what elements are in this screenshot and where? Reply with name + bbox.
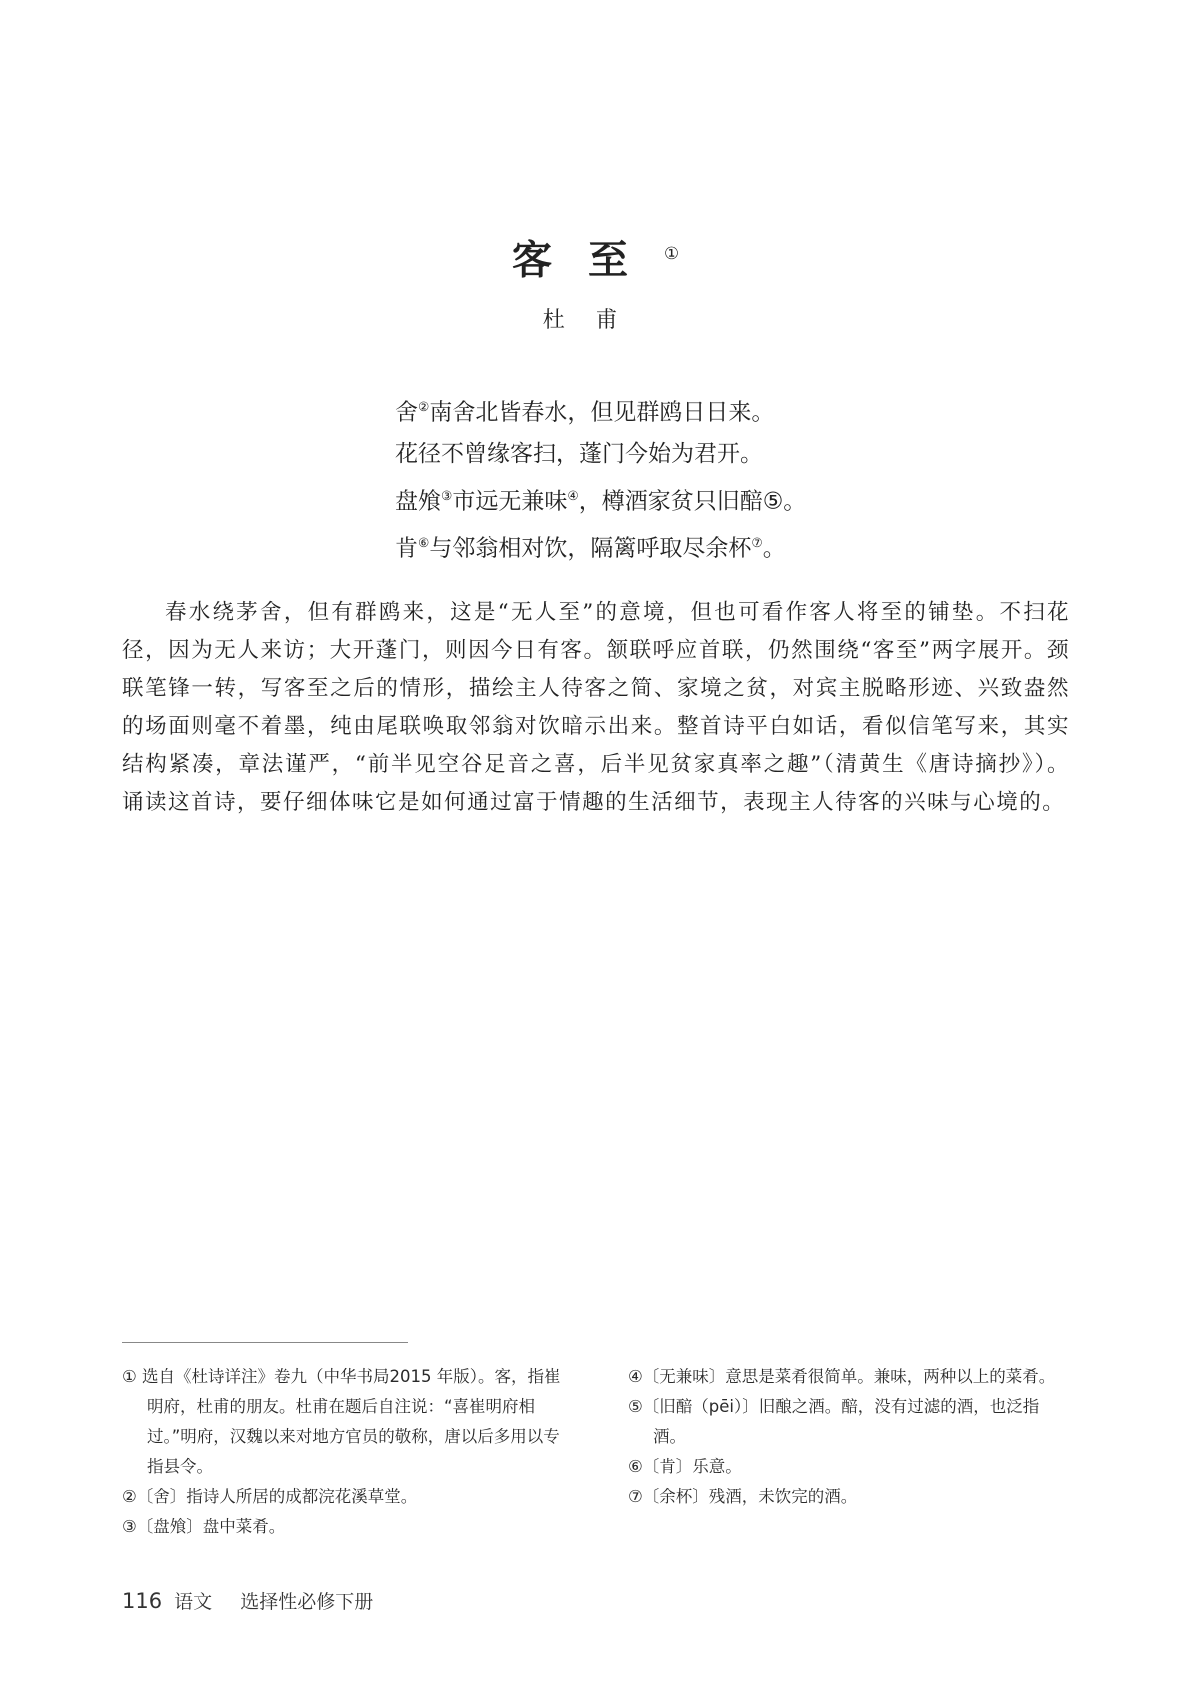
note-mark: ③: [441, 487, 453, 503]
poem-body: [395, 386, 806, 570]
poem-line: [395, 434, 806, 475]
poem-line: [395, 386, 806, 434]
poem-line: [395, 475, 806, 523]
poem-line: [395, 522, 806, 570]
footnote-item: ④〔无兼味〕意思是菜肴很简单。兼味，两种以上的菜肴。: [628, 1367, 1056, 1386]
footnote-item: ②〔舍〕指诗人所居的成都浣花溪草堂。: [122, 1487, 418, 1506]
footnote-divider: [122, 1342, 408, 1343]
footer-book-title: 选择性必修下册: [240, 1591, 374, 1613]
poem-text: 肯: [395, 535, 418, 562]
poem-text: 。: [762, 535, 786, 562]
commentary-paragraph: 春水绕茅舍，但有群鸥来，这是“无人至”的意境，但也可看作客人将至的铺垫。不扫花径，因为无人来访；大开蓬门，则因今日有客。颔联呼应首联，仍然围绕“客至”两字展开。颈联笔锋一转，写客至之后的情形，描绘主人待客之简、家境之贫，对宾主脱略形迹、兴致盎然的场面则毫不着墨，纯由尾联唤取邻翁对饮暗示出来。整首诗平白如话，看似信笔写来，其实结构紧凑，章法谨严，“前半见空谷足音之喜，后半见贫家真率之趣”（清黄生《唐诗摘抄》）。诵读这首诗，要仔细体味它是如何通过富于情趣的生活细节，表现主人待客的兴味与心境的。: [122, 600, 1070, 815]
footnote-item: ① 选自《杜诗详注》卷九（中华书局2015 年版）。客，指崔明府，杜甫的朋友。杜甫在题后自注说：“喜崔明府相过。”明府，汉魏以来对地方官员的敬称，唐以后多用以专指县令。: [122, 1367, 561, 1476]
poem-author: 杜甫: [542, 308, 649, 333]
note-mark: ⑦: [751, 535, 763, 551]
footer-subject: 语文: [174, 1591, 213, 1613]
note-mark: ⑥: [418, 535, 430, 551]
poem-text: ，樽酒家贫只旧醅⑤。: [578, 488, 807, 515]
page-footer: [122, 1588, 373, 1615]
page-number: 116: [122, 1589, 163, 1613]
poem-text: 花径不曾缘客扫，蓬门今始为君开。: [395, 440, 763, 467]
footnotes-right: [628, 1362, 1070, 1512]
poem-text: 市远无兼味: [452, 488, 568, 515]
footnote-item: ⑤〔旧醅（pēi）〕旧酿之酒。醅，没有过滤的酒，也泛指酒。: [628, 1397, 1040, 1446]
footnotes-left: [122, 1362, 564, 1542]
poem-text: 南舍北皆春水，但见群鸥日日来。: [429, 399, 775, 426]
poem-text: 盘飧: [395, 488, 441, 515]
poem-title-text: 客至: [511, 237, 664, 284]
title-note-mark: ①: [663, 243, 680, 263]
footnote-item: ③〔盘飧〕盘中菜肴。: [122, 1517, 286, 1536]
note-mark: ④: [567, 487, 579, 503]
poem-text: 舍: [395, 399, 418, 426]
poem-text: 与邻翁相对饮，隔篱呼取尽余杯: [429, 535, 752, 562]
footnote-item: ⑦〔余杯〕残酒，未饮完的酒。: [628, 1487, 858, 1506]
footnote-item: ⑥〔肯〕乐意。: [628, 1457, 742, 1476]
poem-title: [0, 228, 1191, 285]
note-mark: ②: [418, 399, 430, 414]
